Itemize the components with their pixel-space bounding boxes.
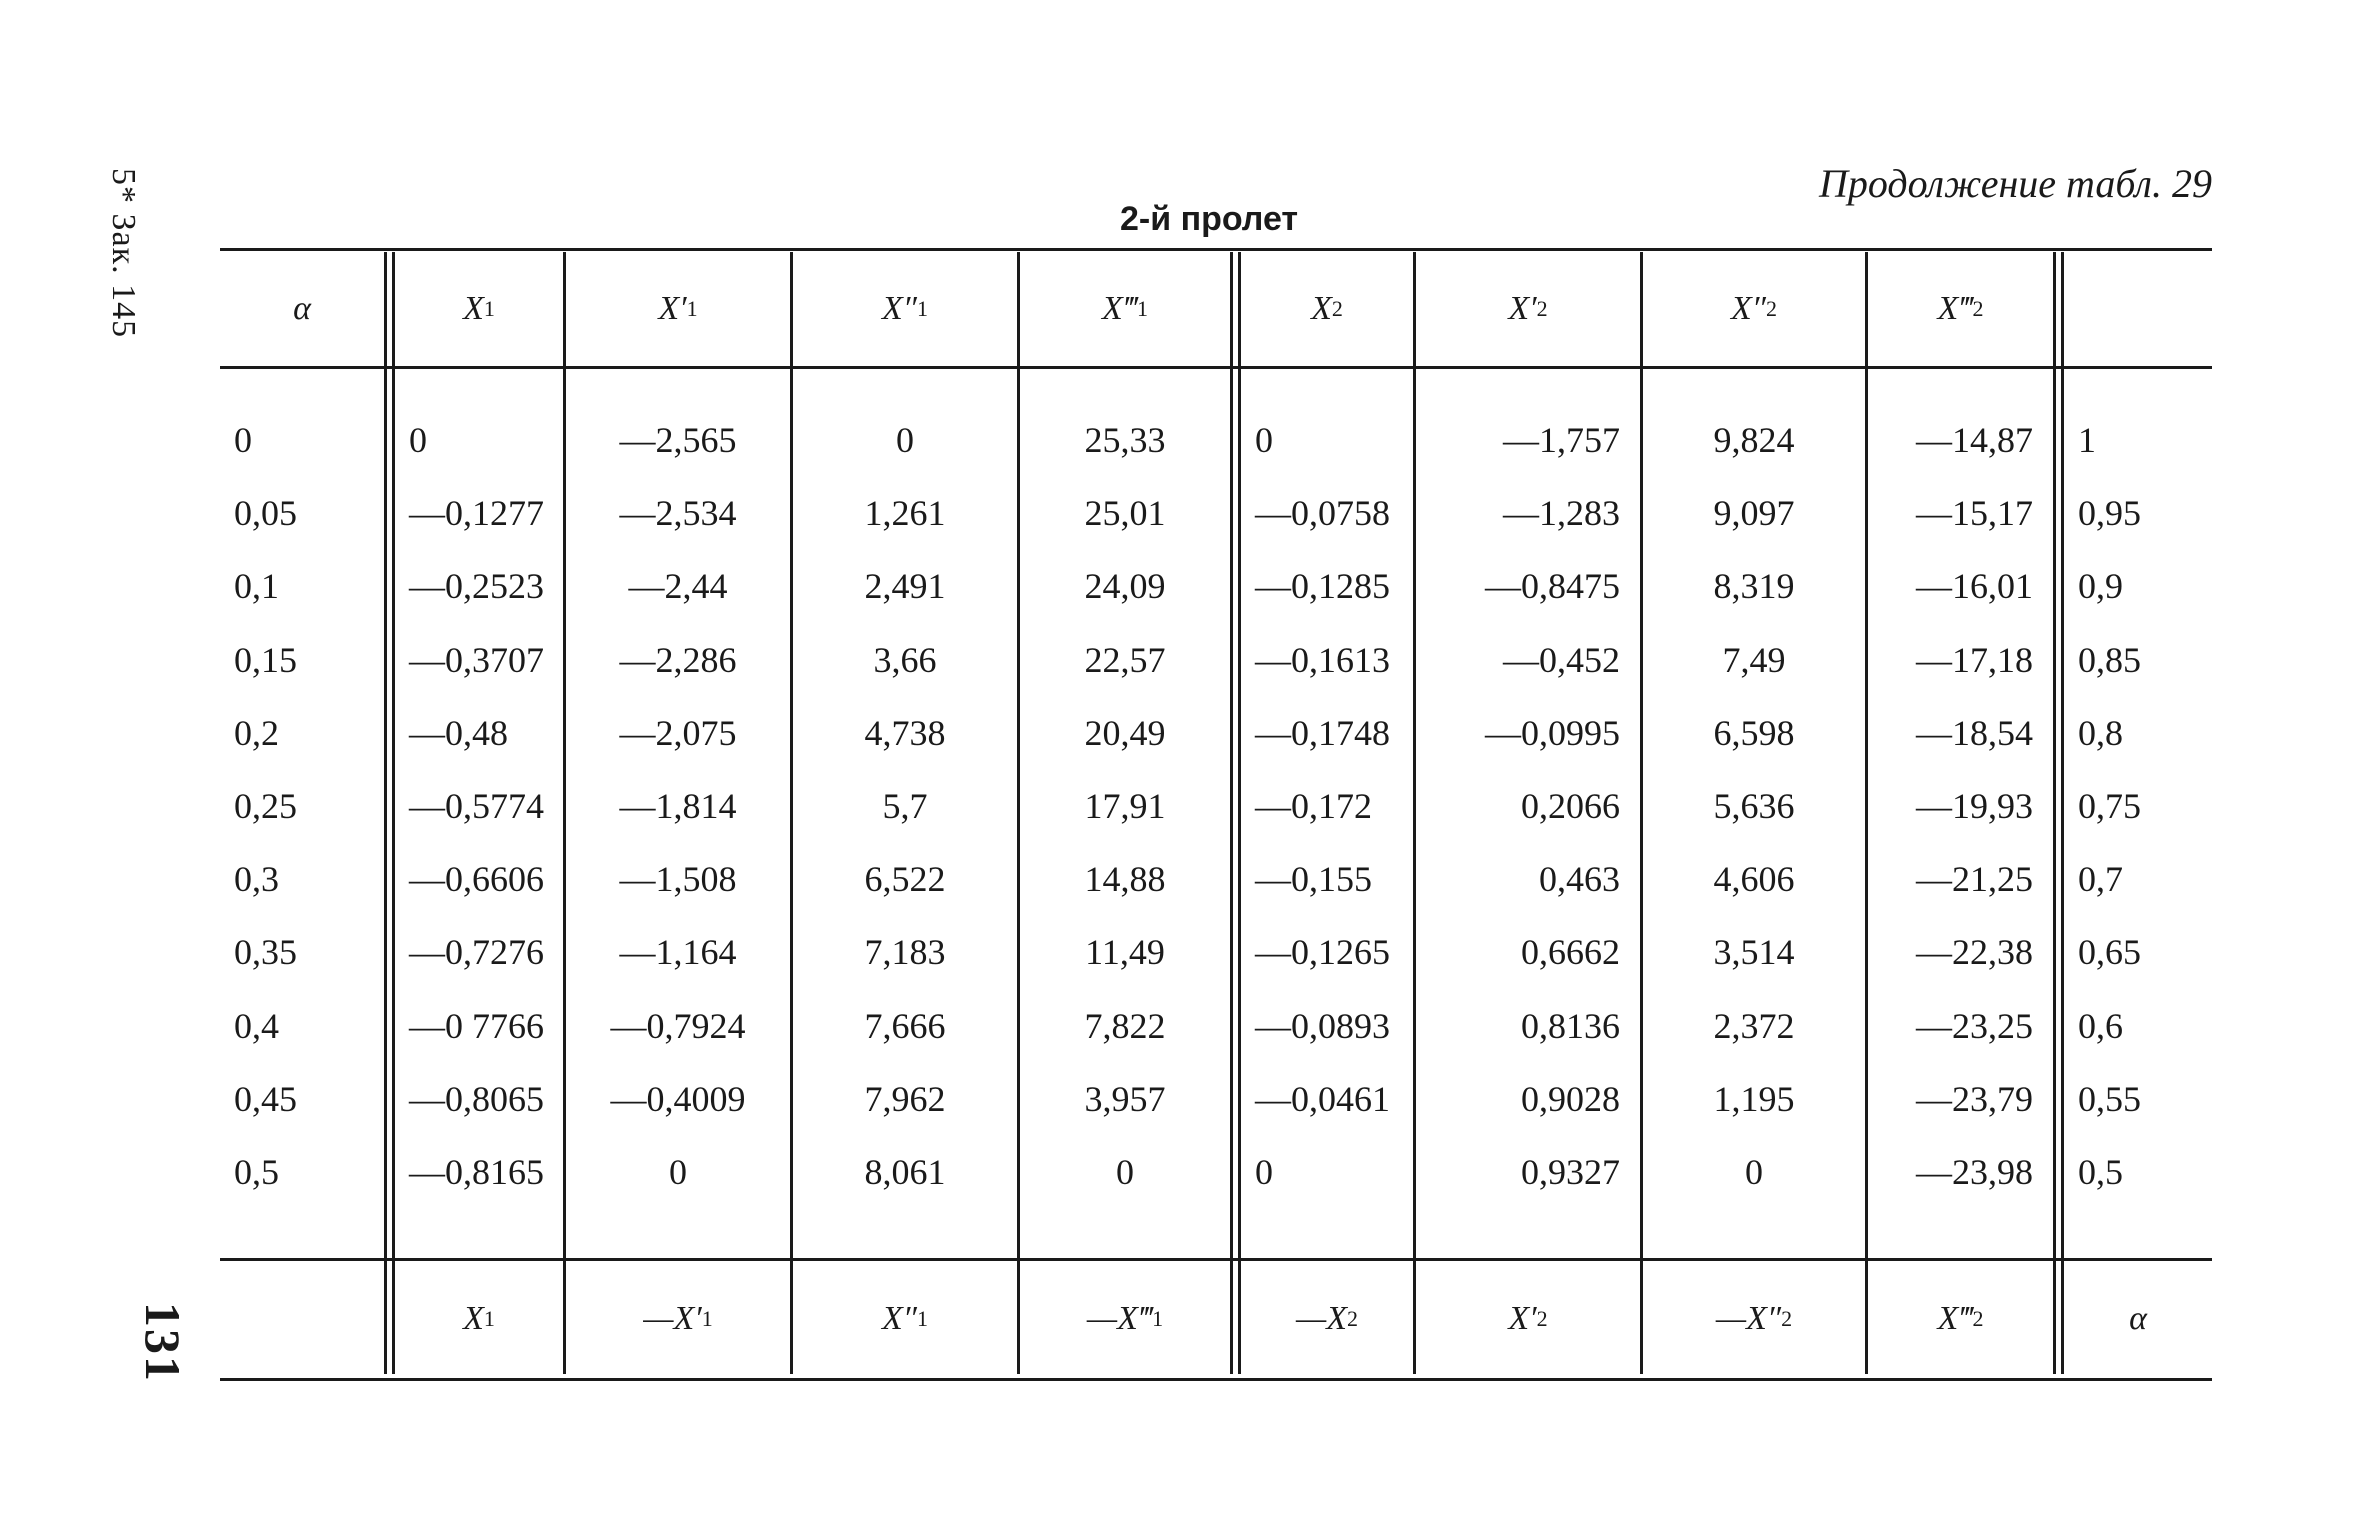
cell-x2-prime: —1,283	[1503, 493, 1620, 534]
footer-x2-triple-prime: X ‴ 2	[1937, 1300, 1984, 1337]
cell-x2: 0	[1255, 1152, 1273, 1192]
table-row	[220, 1136, 2212, 1208]
page-number: 131	[135, 1302, 191, 1383]
header-x1-prime: X ′ 1	[658, 290, 698, 327]
cell-x1-triple-prime: 17,91	[1084, 786, 1166, 826]
footer-first-empty	[220, 1264, 384, 1374]
cell-alpha: 0,1	[234, 566, 279, 607]
data-table	[220, 240, 2212, 1375]
cell-x2-prime: —0,452	[1503, 639, 1620, 680]
cell-alpha-complement: 0,75	[2078, 786, 2141, 826]
header-x1: X 1	[463, 290, 495, 327]
cell-x2: —0,1285	[1255, 566, 1390, 607]
cell-x1: —0,3707	[409, 639, 544, 680]
cell-x1-prime: —2,565	[619, 420, 737, 460]
table-row	[220, 697, 2212, 769]
cell-x2-prime: —0,0995	[1485, 712, 1620, 753]
header-x1-double-prime: X ″ 1	[882, 290, 928, 327]
cell-x2: 0	[1255, 420, 1273, 460]
footer-neg-x1-triple-prime: — X ‴ 1	[1086, 1300, 1164, 1337]
cell-x1-triple-prime: 14,88	[1084, 859, 1166, 900]
cell-alpha: 0	[234, 420, 252, 460]
cell-x2-triple-prime: —16,01	[1916, 566, 2033, 607]
table-row	[220, 843, 2212, 915]
cell-x1-double-prime: 7,183	[864, 932, 946, 973]
cell-x2-double-prime: 8,319	[1713, 566, 1795, 607]
cell-alpha-complement: 0,6	[2078, 1005, 2123, 1046]
cell-x2: —0,0893	[1255, 1005, 1390, 1046]
cell-alpha-complement: 0,95	[2078, 493, 2141, 534]
cell-x2-double-prime: 6,598	[1713, 712, 1795, 753]
cell-x1-triple-prime: 22,57	[1084, 639, 1166, 680]
table-header	[220, 250, 2212, 368]
cell-x2-triple-prime: —23,25	[1916, 1005, 2033, 1046]
header-last-empty	[2064, 250, 2212, 368]
cell-x2: —0,1748	[1255, 712, 1390, 753]
cell-x1-triple-prime: 7,822	[1084, 1005, 1166, 1046]
cell-alpha: 0,25	[234, 786, 297, 826]
cell-x2-triple-prime: —18,54	[1916, 712, 2033, 753]
cell-x2-double-prime: 0	[1745, 1152, 1763, 1192]
cell-x1-double-prime: 8,061	[864, 1152, 946, 1192]
cell-x1-double-prime: 6,522	[864, 859, 946, 900]
cell-x1-double-prime: 0	[896, 420, 914, 460]
cell-x2-prime: 0,6662	[1521, 932, 1620, 973]
table-row	[220, 550, 2212, 622]
footer-x1: X 1	[463, 1300, 495, 1337]
cell-x2-triple-prime: —19,93	[1916, 786, 2033, 826]
cell-x1-prime: —1,508	[619, 859, 737, 900]
cell-x2-prime: 0,2066	[1521, 786, 1620, 826]
cell-x2-triple-prime: —15,17	[1916, 493, 2033, 534]
header-x2-triple-prime: X ‴ 2	[1937, 290, 1984, 327]
cell-x2-triple-prime: —21,25	[1916, 859, 2033, 900]
cell-x2-double-prime: 5,636	[1713, 786, 1795, 826]
cell-x1: —0,48	[409, 712, 508, 753]
cell-x1-prime: —0,7924	[610, 1005, 746, 1046]
cell-x2-double-prime: 9,097	[1713, 493, 1795, 534]
cell-x1-double-prime: 5,7	[882, 786, 928, 826]
cell-alpha-complement: 0,9	[2078, 566, 2123, 607]
cell-x1-triple-prime: 25,33	[1084, 420, 1166, 460]
cell-x1-prime: —2,44	[628, 566, 728, 607]
cell-x1: 0	[409, 420, 427, 460]
cell-x1-prime: —0,4009	[610, 1078, 746, 1119]
cell-alpha: 0,3	[234, 859, 279, 900]
cell-x1: —0,5774	[409, 786, 544, 826]
table-footer	[220, 1264, 2212, 1374]
cell-x2-double-prime: 9,824	[1713, 420, 1795, 460]
cell-x1-prime: —2,075	[619, 712, 737, 753]
cell-x1-prime: —2,534	[619, 493, 737, 534]
cell-x2-double-prime: 7,49	[1722, 639, 1786, 680]
cell-x2: —0,155	[1255, 859, 1372, 900]
cell-x2-prime: —1,757	[1503, 420, 1620, 460]
cell-x1-double-prime: 4,738	[864, 712, 946, 753]
cell-x1: —0 7766	[409, 1005, 544, 1046]
cell-x1: —0,8065	[409, 1078, 544, 1119]
span-title: 2-й пролет	[1120, 200, 1299, 238]
header-x2-prime: X ′ 2	[1508, 290, 1548, 327]
cell-x2-prime: 0,9327	[1521, 1152, 1620, 1192]
cell-alpha-complement: 0,55	[2078, 1078, 2141, 1119]
cell-alpha-complement: 0,8	[2078, 712, 2123, 753]
cell-alpha: 0,4	[234, 1005, 279, 1046]
cell-alpha-complement: 0,5	[2078, 1152, 2123, 1192]
cell-x2-prime: 0,9028	[1521, 1078, 1620, 1119]
cell-x2-double-prime: 1,195	[1713, 1078, 1795, 1119]
cell-x2: —0,1613	[1255, 639, 1390, 680]
cell-x1-double-prime: 7,962	[864, 1078, 946, 1119]
cell-x2-double-prime: 3,514	[1713, 932, 1795, 973]
cell-x2: —0,0461	[1255, 1078, 1390, 1119]
cell-x1-double-prime: 7,666	[864, 1005, 946, 1046]
cell-alpha: 0,05	[234, 493, 297, 534]
cell-alpha-complement: 0,7	[2078, 859, 2123, 900]
header-alpha: α	[293, 290, 311, 327]
cell-x1-triple-prime: 3,957	[1084, 1078, 1166, 1119]
cell-x1-prime: —1,164	[619, 932, 737, 973]
footer-alpha: α	[2129, 1300, 2147, 1337]
cell-x1-triple-prime: 24,09	[1084, 566, 1166, 607]
footer-x1-double-prime: X ″ 1	[882, 1300, 928, 1337]
cell-x1: —0,8165	[409, 1152, 544, 1192]
table-row	[220, 624, 2212, 696]
footer-neg-x2: — X 2	[1295, 1300, 1358, 1337]
cell-x1-prime: 0	[669, 1152, 687, 1192]
header-x1-triple-prime: X ‴ 1	[1101, 290, 1149, 327]
cell-x1-triple-prime: 25,01	[1084, 493, 1166, 534]
continuation-title: Продолжение табл. 29	[1818, 161, 2212, 206]
cell-alpha: 0,2	[234, 712, 279, 753]
footer-neg-x1-prime: — X ′ 1	[643, 1300, 713, 1337]
cell-x1: —0,1277	[409, 493, 544, 534]
cell-x1-double-prime: 2,491	[864, 566, 946, 607]
cell-x2-triple-prime: —23,98	[1916, 1152, 2033, 1192]
header-x2-double-prime: X ″ 2	[1731, 290, 1777, 327]
cell-x1: —0,6606	[409, 859, 544, 900]
cell-alpha-complement: 0,85	[2078, 639, 2141, 680]
cell-x2-triple-prime: —17,18	[1916, 639, 2033, 680]
cell-x1-double-prime: 1,261	[864, 493, 946, 534]
cell-x2-prime: 0,8136	[1521, 1005, 1620, 1046]
cell-x1-prime: —2,286	[619, 639, 737, 680]
cell-alpha: 0,35	[234, 932, 297, 973]
cell-x2-triple-prime: —23,79	[1916, 1078, 2033, 1119]
cell-x1: —0,2523	[409, 566, 544, 607]
cell-x1-triple-prime: 20,49	[1084, 712, 1166, 753]
cell-x1: —0,7276	[409, 932, 544, 973]
cell-x1-triple-prime: 0	[1116, 1152, 1134, 1192]
footer-neg-x2-double-prime: — X ″ 2	[1715, 1300, 1793, 1337]
cell-x2-prime: 0,463	[1539, 859, 1620, 900]
cell-x1-double-prime: 3,66	[873, 639, 937, 680]
side-note: 5* Зак. 145	[105, 168, 142, 339]
table-row	[220, 477, 2212, 549]
table-bottom-rule	[220, 1378, 2212, 1381]
cell-alpha-complement: 1	[2078, 420, 2096, 460]
table-row	[220, 990, 2212, 1062]
cell-x2-prime: —0,8475	[1485, 566, 1620, 607]
cell-alpha: 0,15	[234, 639, 297, 680]
cell-x2-triple-prime: —14,87	[1916, 420, 2033, 460]
header-x2: X 2	[1311, 290, 1343, 327]
cell-x1-prime: —1,814	[619, 786, 737, 826]
cell-x2: —0,1265	[1255, 932, 1390, 973]
table-row	[220, 1063, 2212, 1135]
cell-x2-triple-prime: —22,38	[1916, 932, 2033, 973]
cell-x2-double-prime: 4,606	[1713, 859, 1795, 900]
footer-x2-prime: X ′ 2	[1508, 1300, 1548, 1337]
cell-x2: —0,172	[1255, 786, 1372, 826]
cell-x1-triple-prime: 11,49	[1085, 932, 1165, 973]
cell-x2: —0,0758	[1255, 493, 1390, 534]
table-row	[220, 404, 2212, 476]
table-row	[220, 916, 2212, 988]
cell-x2-double-prime: 2,372	[1713, 1005, 1795, 1046]
footer-top-rule	[220, 1258, 2212, 1261]
cell-alpha-complement: 0,65	[2078, 932, 2141, 973]
table-row	[220, 770, 2212, 842]
cell-alpha: 0,5	[234, 1152, 279, 1192]
cell-alpha: 0,45	[234, 1078, 297, 1119]
